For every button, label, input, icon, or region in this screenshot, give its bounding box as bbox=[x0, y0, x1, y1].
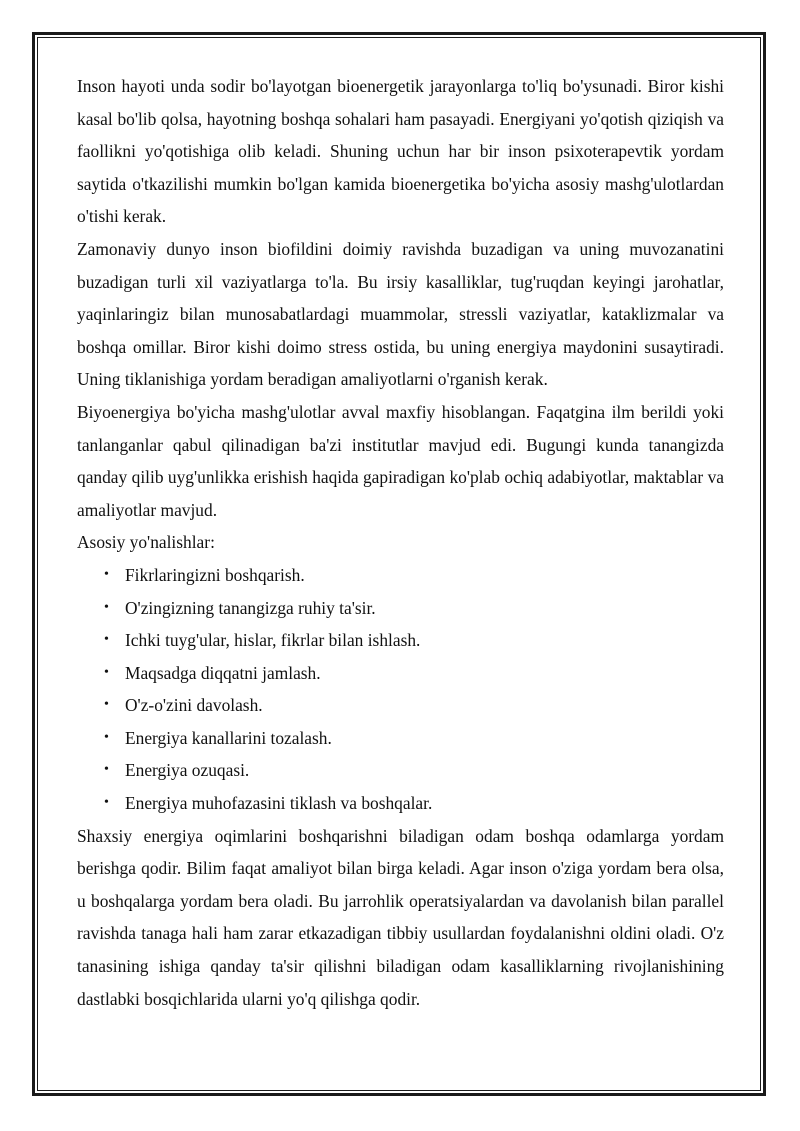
list-item bbox=[77, 787, 724, 820]
paragraph-bioenergy-training: Biyoenergiya bo'yicha mashg'ulotlar avval maxfiy hisoblangan. Faqatgina ilm berildi yoki tanlanganlar qabul qilinadigan ba'zi institutlar mavjud edi. Bugungi kunda tanangizda qanday qilib uyg'unlikka erishish haqida gapiradigan ko'plab ochiq adabiyotlar, maktablar va amaliyotlar mavjud. bbox=[77, 401, 724, 520]
list-item-text: Ichki tuyg'ular, hislar, fikrlar bilan ishlash. bbox=[125, 630, 421, 651]
list-item-text: O'zingizning tanangizga ruhiy ta'sir. bbox=[125, 597, 376, 618]
list-item bbox=[77, 754, 724, 787]
list-item bbox=[77, 592, 724, 625]
list-item-text: Energiya kanallarini tozalash. bbox=[125, 727, 332, 748]
bullet-icon: • bbox=[104, 762, 109, 778]
list-heading: Asosiy yo'nalishlar: bbox=[77, 532, 215, 553]
bullet-icon: • bbox=[104, 729, 109, 745]
list-item-text: Maqsadga diqqatni jamlash. bbox=[125, 662, 321, 683]
bullet-icon: • bbox=[104, 599, 109, 615]
paragraph-intro: Inson hayoti unda sodir bo'layotgan bioenergetik jarayonlarga to'liq bo'ysunadi. Biror kishi kasal bo'lib qolsa, hayotning boshqa sohalari ham pasayadi. Energiyani yo'qotish qiziqish va faollikni yo'qotishiga olib keladi. Shuning uchun har bir inson psixoterapevtik yordam saytida o'tkazilishi mumkin bo'lgan kamida bioenergetika bo'yicha asosiy mashg'ulotlardan o'tishi kerak. bbox=[77, 76, 724, 227]
bullet-icon: • bbox=[104, 795, 109, 811]
list-item-text: Energiya muhofazasini tiklash va boshqalar. bbox=[125, 793, 433, 814]
list-item-text: Energiya ozuqasi. bbox=[125, 760, 250, 781]
bullet-icon: • bbox=[104, 697, 109, 713]
list-item-text: Fikrlaringizni boshqarish. bbox=[125, 564, 305, 585]
bullet-icon: • bbox=[104, 632, 109, 648]
list-item bbox=[77, 689, 724, 722]
paragraph-conclusion: Shaxsiy energiya oqimlarini boshqarishni biladigan odam boshqa odamlarga yordam berishga qodir. Bilim faqat amaliyot bilan birga keladi. Agar inson o'ziga yordam bera olsa, u boshqalarga yordam bera oladi. Bu jarrohlik operatsiyalardan va davolanish bilan parallel ravishda tanaga hali ham zarar etkazadigan tibbiy usullardan foydalanishni oldini oladi. O'z tanasining ishiga qanday ta'sir qilishni biladigan odam kasalliklarning rivojlanishining dastlabki bosqichlarida ularni yo'q qilishga qodir. bbox=[77, 825, 724, 1009]
list-item bbox=[77, 722, 724, 755]
bullet-icon: • bbox=[104, 566, 109, 582]
document-body bbox=[77, 70, 724, 1015]
list-item bbox=[77, 657, 724, 690]
directions-list bbox=[77, 559, 724, 820]
list-item bbox=[77, 624, 724, 657]
bullet-icon: • bbox=[104, 664, 109, 680]
paragraph-modern-world: Zamonaviy dunyo inson biofildini doimiy ravishda buzadigan va uning muvozanatini buzadigan turli xil vaziyatlarga to'la. Bu irsiy kasalliklar, tug'ruqdan keyingi jarohatlar, yaqinlaringiz bilan munosabatlardagi muammolar, stressli vaziyatlar, kataklizmalar va boshqa omillar. Biror kishi doimo stress ostida, bu uning energiya maydonini susaytiradi. Uning tiklanishiga yordam beradigan amaliyotlarni o'rganish kerak. bbox=[77, 238, 724, 390]
list-item bbox=[77, 559, 724, 592]
list-item-text: O'z-o'zini davolash. bbox=[125, 695, 263, 716]
